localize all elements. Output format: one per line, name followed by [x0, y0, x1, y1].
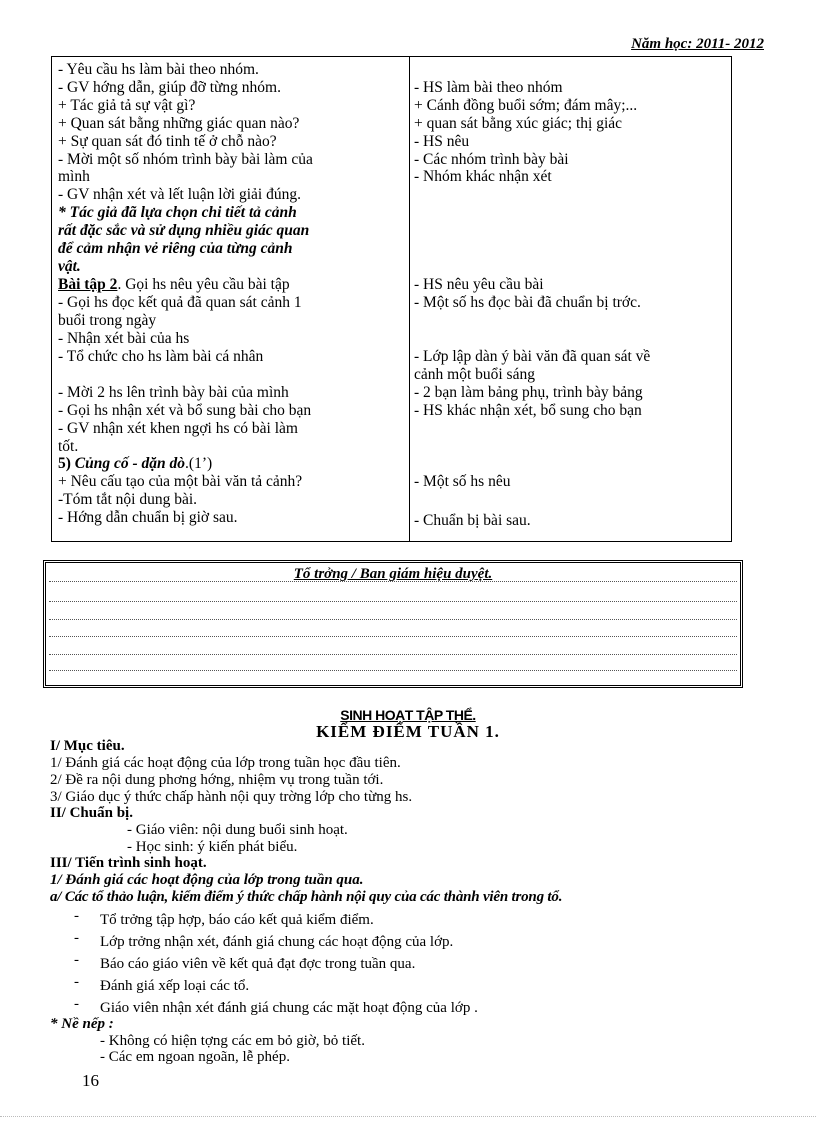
left-line: - Mời 2 hs lên trình bày bài của mình: [58, 384, 289, 401]
left-line: - Mời một số nhóm trình bày bài làm của: [58, 151, 313, 168]
step-1: 1/ Đánh giá các hoạt động của lớp trong tuần qua.: [50, 872, 364, 888]
right-line: - Chuẩn bị bài sau.: [414, 512, 531, 529]
left-line: tốt.: [58, 438, 79, 455]
discipline-item: - Không có hiện tợng các em bỏ giờ, bỏ tiết.: [100, 1033, 365, 1049]
exercise-2-line: [58, 276, 290, 293]
left-line: + Tác giả tả sự vật gì?: [58, 97, 196, 114]
left-line: + Quan sát bằng những giác quan nào?: [58, 115, 300, 132]
dotted-line: [49, 619, 737, 620]
school-year-header: Năm học: 2011- 2012: [631, 36, 764, 52]
left-line: mình: [58, 168, 90, 185]
discipline-heading: * Nề nếp :: [50, 1016, 114, 1032]
bullet-item: Tổ trởng tập hợp, báo cáo kết quả kiểm điểm.: [100, 912, 374, 928]
consolidation-heading: [58, 455, 212, 472]
right-line: - HS nêu: [414, 133, 470, 150]
prep-teacher: - Giáo viên: nội dung buổi sinh hoạt.: [127, 822, 348, 838]
right-line: - Một số hs đọc bài đã chuẩn bị trớc.: [414, 294, 641, 311]
dotted-line: [49, 636, 737, 637]
exercise-2-text: . Gọi hs nêu yêu cầu bài tập: [117, 276, 290, 293]
left-line: - GV nhận xét và lết luận lời giải đúng.: [58, 186, 301, 203]
objective-1: 1/ Đánh giá các hoạt động của lớp trong tuần học đầu tiên.: [50, 755, 401, 771]
right-line: - 2 bạn làm bảng phụ, trình bày bảng: [414, 384, 643, 401]
dotted-line: [49, 654, 737, 655]
right-line: + quan sát bằng xúc giác; thị giác: [414, 115, 623, 132]
left-line: + Nêu cấu tạo của một bài văn tả cảnh?: [58, 473, 303, 490]
left-line: - Yêu cầu hs làm bài theo nhóm.: [58, 61, 259, 78]
bullet-mark: -: [74, 952, 79, 968]
objective-3: 3/ Giáo dục ý thức chấp hành nội quy trờng lớp cho từng hs.: [50, 789, 413, 805]
column-divider: [409, 57, 410, 541]
bullet-item: Báo cáo giáo viên về kết quả đạt đợc trong tuần qua.: [100, 956, 416, 972]
discipline-item: - Các em ngoan ngoãn, lễ phép.: [100, 1049, 290, 1065]
left-line: - GV nhận xét khen ngợi hs có bài làm: [58, 420, 298, 437]
activity-subtitle: KIỂM ĐIỂM TUẦN 1.: [316, 722, 500, 741]
footer-dotted-line: [0, 1116, 816, 1117]
bullet-item: Đánh giá xếp loại các tổ.: [100, 978, 250, 994]
consolidation-title: Củng cố - dặn dò: [74, 455, 186, 472]
right-line: - Lớp lập dàn ý bài văn đã quan sát về: [414, 348, 651, 365]
bullet-item: Lớp trởng nhận xét, đánh giá chung các hoạt động của lớp.: [100, 934, 454, 950]
section-objectives: I/ Mục tiêu.: [50, 738, 125, 754]
right-line: - HS khác nhận xét, bổ sung cho bạn: [414, 402, 642, 419]
section-process: III/ Tiến trình sinh hoạt.: [50, 855, 207, 871]
left-line: - Hớng dẫn chuẩn bị giờ sau.: [58, 509, 238, 526]
approval-box: [43, 560, 743, 688]
left-line: - Gọi hs đọc kết quả đã quan sát cảnh 1: [58, 294, 302, 311]
right-line: - HS làm bài theo nhóm: [414, 79, 563, 96]
right-line: + Cánh đồng buổi sớm; đám mây;...: [414, 97, 638, 114]
bullet-mark: -: [74, 930, 79, 946]
prep-student: - Học sinh: ý kiến phát biểu.: [127, 839, 298, 855]
right-line: - Một số hs nêu: [414, 473, 511, 490]
conclusion-line: * Tác giả đã lựa chọn chi tiết tả cảnh: [58, 204, 297, 221]
activity-title: SINH HOẠT TẬP THỂ.: [340, 707, 476, 723]
conclusion-line: rất đặc sắc và sử dụng nhiều giác quan: [58, 222, 310, 239]
dotted-line: [49, 581, 737, 582]
right-line: - Nhóm khác nhận xét: [414, 168, 552, 185]
left-line: - Tổ chức cho hs làm bài cá nhân: [58, 348, 264, 365]
approval-title-text: Tổ trởng / Ban giám hiệu duyệt.: [293, 566, 493, 582]
right-line: - HS nêu yêu cầu bài: [414, 276, 544, 293]
lesson-table: [51, 56, 732, 542]
bullet-mark: -: [74, 996, 79, 1012]
dotted-line: [49, 670, 737, 671]
left-line: - Gọi hs nhận xét và bổ sung bài cho bạn: [58, 402, 312, 419]
dotted-line: [49, 601, 737, 602]
consolidation-number: 5): [58, 455, 75, 472]
left-line: + Sự quan sát đó tinh tế ở chỗ nào?: [58, 133, 277, 150]
left-line: - Nhận xét bài của hs: [58, 330, 190, 347]
consolidation-time: .(1’): [185, 455, 213, 472]
bullet-item: Giáo viên nhận xét đánh giá chung các mặt hoạt động của lớp .: [100, 1000, 478, 1016]
objective-2: 2/ Đề ra nội dung phơng hớng, nhiệm vụ trong tuần tới.: [50, 772, 384, 788]
bullet-mark: -: [74, 908, 79, 924]
left-line: buổi trong ngày: [58, 312, 157, 329]
step-1a: a/ Các tổ thảo luận, kiểm điểm ý thức chấp hành nội quy của các thành viên trong tổ.: [50, 889, 563, 905]
right-line: cảnh một buổi sáng: [414, 366, 535, 383]
page-number: 16: [82, 1071, 99, 1090]
exercise-2-label: Bài tập 2: [58, 276, 118, 293]
conclusion-line: để cảm nhận vẻ riêng của từng cảnh: [58, 240, 293, 257]
left-line: -Tóm tắt nội dung bài.: [58, 491, 198, 508]
right-line: - Các nhóm trình bày bài: [414, 151, 569, 168]
conclusion-line: vật.: [58, 258, 81, 275]
bullet-mark: -: [74, 974, 79, 990]
left-line: - GV hớng dẫn, giúp đỡ từng nhóm.: [58, 79, 281, 96]
section-preparation: II/ Chuẩn bị.: [50, 805, 133, 821]
